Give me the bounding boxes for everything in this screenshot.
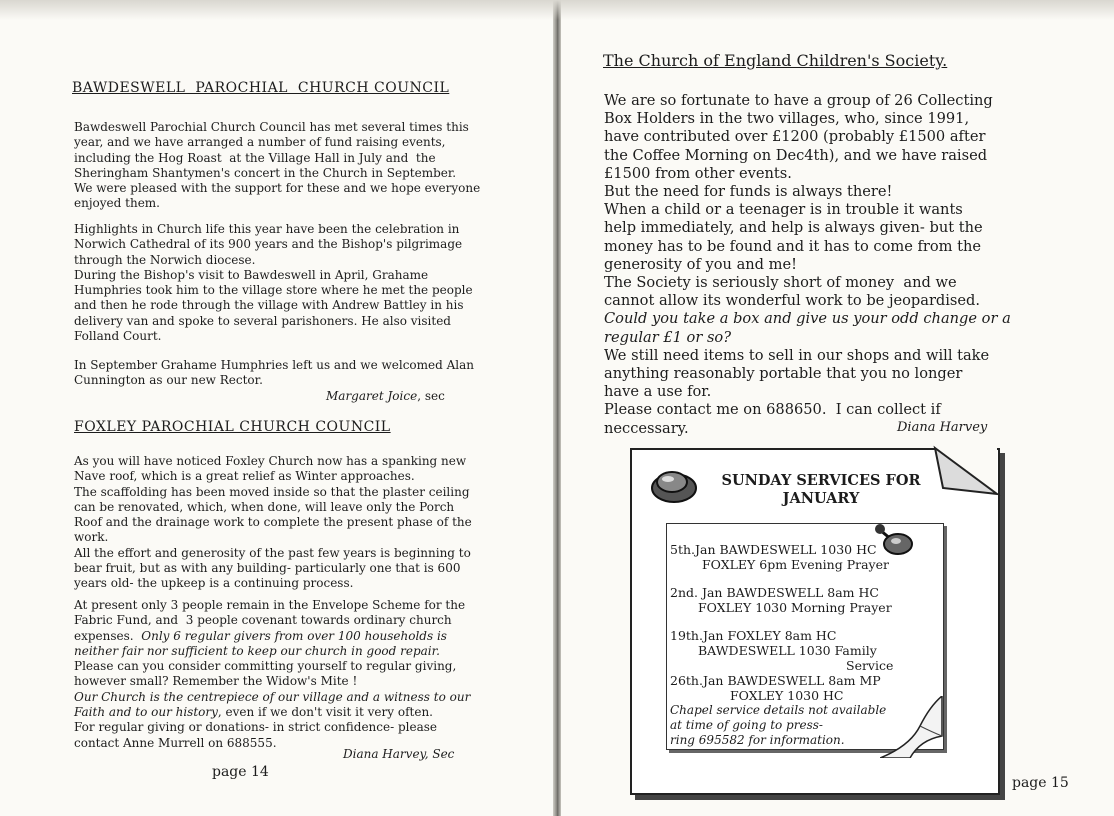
bawdeswell-pcc-heading: BAWDESWELL PAROCHIAL CHURCH COUNCIL xyxy=(72,80,450,96)
binding-gutter xyxy=(553,0,561,816)
text-line: Sheringham Shantymen's concert in the Church in September. xyxy=(74,165,457,180)
text-line: delivery van and spoke to several parishoners. He also visited xyxy=(74,313,451,328)
text-line: anything reasonably portable that you no longer xyxy=(604,365,963,383)
pushpin-icon xyxy=(648,462,700,506)
text-line: Please can you consider committing yourself to regular giving, xyxy=(74,659,457,674)
text-line: cannot allow its wonderful work to be jeopardised. xyxy=(604,292,981,310)
foxley-para-giving xyxy=(74,598,500,751)
service-line: FOXLEY 1030 HC xyxy=(730,688,844,703)
text-line: The scaffolding has been moved inside so that the plaster ceiling xyxy=(74,484,470,499)
text-line: We are so fortunate to have a group of 26 Collecting xyxy=(604,92,993,109)
text-line: At present only 3 people remain in the Envelope Scheme for the xyxy=(74,598,466,612)
text-line: For regular giving or donations- in strict confidence- please xyxy=(74,720,438,735)
service-line: 2nd. Jan BAWDESWELL 8am HC xyxy=(670,585,879,600)
text-line: money has to be found and it has to come from the xyxy=(604,237,982,255)
text-line: Folland Court. xyxy=(74,329,162,344)
scan-top-shadow xyxy=(0,0,1114,20)
childrens-society-body xyxy=(604,92,1034,438)
text-line: work. xyxy=(74,530,109,545)
text-line: can be renovated, which, when done, will leave only the Porch xyxy=(74,499,455,514)
text-line: contact Anne Murrell on 688555. xyxy=(74,735,277,750)
service-line: 5th.Jan BAWDESWELL 1030 HC xyxy=(670,542,877,557)
foxley-para-roof xyxy=(74,454,500,592)
text-line: During the Bishop's visit to Bawdeswell in April, Grahame xyxy=(74,267,429,282)
text-line: Box Holders in the two villages, who, since 1991, xyxy=(604,110,970,128)
pushpin-icon xyxy=(868,518,914,558)
text-run: expenses. xyxy=(74,628,142,643)
text-line: Highlights in Church life this year have been the celebration in xyxy=(74,222,460,236)
text-line: enjoyed them. xyxy=(74,196,160,211)
page-curl-icon xyxy=(880,696,950,758)
text-line: Cunnington as our new Rector. xyxy=(74,373,263,388)
text-line: through the Norwich diocese. xyxy=(74,252,256,267)
signature-diana-harvey-sec: Diana Harvey, Sec xyxy=(343,747,455,761)
text-run-italic: Only 6 regular givers from over 100 households is xyxy=(141,628,447,643)
chapel-note-line: at time of going to press- xyxy=(670,718,823,732)
notice-title xyxy=(706,472,936,508)
text-line: regular £1 or so? xyxy=(604,328,732,346)
notice-title-line: JANUARY xyxy=(782,490,860,507)
text-line: year, and we have arranged a number of fund raising events, xyxy=(74,135,446,150)
bawdeswell-para-highlights xyxy=(74,222,500,344)
childrens-society-heading: The Church of England Children's Society. xyxy=(603,51,948,70)
text-line: generosity of you and me! xyxy=(604,255,797,273)
text-line: Roof and the drainage work to complete the present phase of the xyxy=(74,515,472,530)
bawdeswell-para-fund-raising xyxy=(74,120,500,212)
signature-diana-harvey: Diana Harvey xyxy=(897,420,988,435)
service-line: FOXLEY 1030 Morning Prayer xyxy=(698,600,892,615)
text-line: Norwich Cathedral of its 900 years and the Bishop's pilgrimage xyxy=(74,237,463,252)
text-line: Our Church is the centrepiece of our village and a witness to our xyxy=(74,689,471,704)
text-line: Humphries took him to the village store where he met the people xyxy=(74,283,473,298)
text-line: But the need for funds is always there! xyxy=(604,183,893,201)
notice-folded-corner-icon xyxy=(935,448,997,494)
service-line: Service xyxy=(846,658,894,673)
text-line: We were pleased with the support for these and we hope everyone xyxy=(74,181,481,196)
text-line: neither fair nor sufficient to keep our church in good repair. xyxy=(74,643,440,658)
text-line: When a child or a teenager is in trouble it wants xyxy=(604,201,963,219)
signature-margaret-joice xyxy=(326,389,445,403)
text-line: however small? Remember the Widow's Mite ! xyxy=(74,674,358,689)
text-line: £1500 from other events. xyxy=(604,164,792,182)
text-line: have a use for. xyxy=(604,383,712,401)
text-line: In September Grahame Humphries left us and we welcomed Alan xyxy=(74,358,475,372)
text-line: bear fruit, but as with any building- particularly one that is 600 xyxy=(74,561,461,576)
text-line: Nave roof, which is a great relief as Winter approaches. xyxy=(74,469,415,484)
text-line: Fabric Fund, and 3 people covenant towards ordinary church xyxy=(74,613,452,628)
text-line: As you will have noticed Foxley Church now has a spanking new xyxy=(74,454,467,468)
text-line: and then he rode through the village with Andrew Battley in his xyxy=(74,298,464,313)
text-line: We still need items to sell in our shops and will take xyxy=(604,346,990,364)
notice-title-line: SUNDAY SERVICES FOR xyxy=(721,472,921,489)
chapel-note-line: Chapel service details not available xyxy=(670,703,887,717)
service-line: 19th.Jan FOXLEY 8am HC xyxy=(670,628,837,643)
text-line: Please contact me on 688650. I can collect if xyxy=(604,401,941,419)
signature-role: , sec xyxy=(417,389,445,403)
text-line: including the Hog Roast at the Village Hall in July and the xyxy=(74,150,436,165)
text-run-italic: Faith and to our history xyxy=(74,705,218,720)
page-number-15: page 15 xyxy=(1012,775,1069,791)
service-line: 26th.Jan BAWDESWELL 8am MP xyxy=(670,673,881,688)
page-number-14: page 14 xyxy=(212,764,269,780)
service-line: BAWDESWELL 1030 Family xyxy=(698,643,877,658)
text-line xyxy=(74,629,500,644)
text-line: Bawdeswell Parochial Church Council has met several times this xyxy=(74,120,469,134)
service-line: FOXLEY 6pm Evening Prayer xyxy=(702,557,889,572)
text-line: All the effort and generosity of the past few years is beginning to xyxy=(74,545,471,560)
text-line: the Coffee Morning on Dec4th), and we have raised xyxy=(604,146,988,164)
text-line xyxy=(74,705,500,720)
text-line: The Society is seriously short of money and we xyxy=(604,274,957,292)
text-line: help immediately, and help is always given- but the xyxy=(604,219,983,237)
text-line: years old- the upkeep is a continuing process. xyxy=(74,576,354,591)
text-line: have contributed over £1200 (probably £1500 after xyxy=(604,128,986,146)
signature-name: Margaret Joice xyxy=(326,389,418,403)
text-line: neccessary. xyxy=(604,419,689,437)
text-run: , even if we don't visit it very often. xyxy=(217,705,433,720)
chapel-note-line: ring 695582 for information. xyxy=(670,733,845,747)
text-line: Could you take a box and give us your odd change or a xyxy=(604,310,1011,328)
bawdeswell-para-rector xyxy=(74,358,500,389)
foxley-pcc-heading: FOXLEY PAROCHIAL CHURCH COUNCIL xyxy=(74,419,391,435)
